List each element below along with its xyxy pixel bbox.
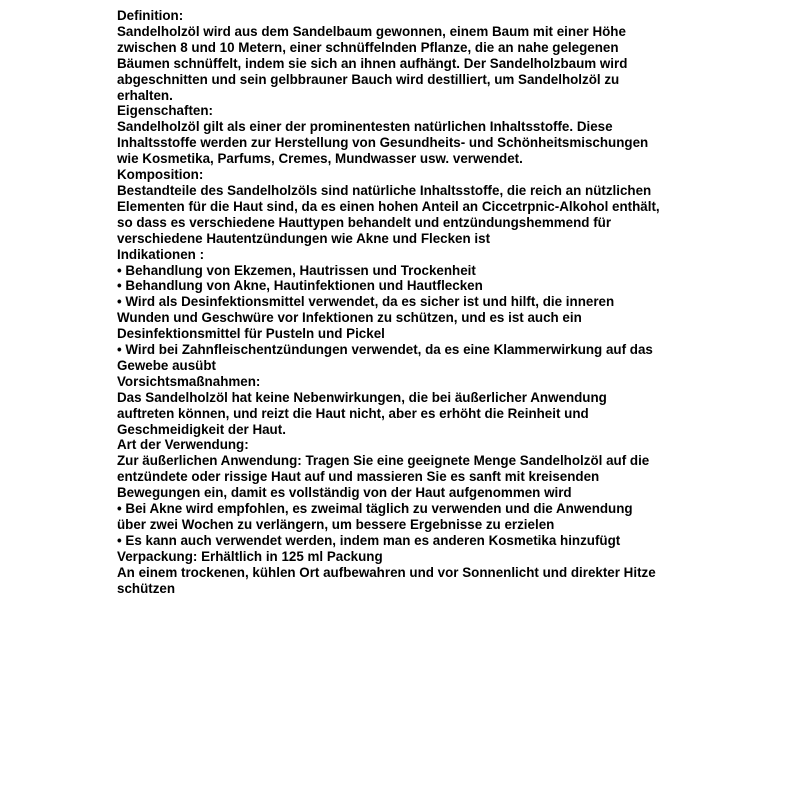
indication-item: • Wird bei Zahnfleischentzündungen verwendet, da es eine Klammerwirkung auf das Gewebe ausübt [117, 342, 653, 373]
packaging-text: Verpackung: Erhältlich in 125 ml Packung [117, 548, 383, 564]
usage-item: • Es kann auch verwendet werden, indem man es anderen Kosmetika hinzufügt [117, 532, 621, 548]
indications-heading: Indikationen : [117, 246, 205, 262]
composition-text: Bestandteile des Sandelholzöls sind natürliche Inhaltsstoffe, die reich an nützlichen Elementen für die Haut sind, da es einen hohen Anteil an Ciccetrpnic-Alkohol enthält, so dass es verschiedene Hauttypen behandelt und entzündungshemmend für verschiedene Hautentzündungen wie Akne und Flecken ist [117, 182, 660, 246]
precautions-text: Das Sandelholzöl hat keine Nebenwirkungen, die bei äußerlicher Anwendung auftreten können, und reizt die Haut nicht, aber es erhöht die Reinheit und Geschmeidigkeit der Haut. [117, 389, 607, 437]
indication-item: • Behandlung von Ekzemen, Hautrissen und Trockenheit [117, 262, 476, 278]
indication-item: • Behandlung von Akne, Hautinfektionen und Hautflecken [117, 278, 483, 294]
definition-text: Sandelholzöl wird aus dem Sandelbaum gewonnen, einem Baum mit einer Höhe zwischen 8 und 10 Metern, einer schnüffelnden Pflanze, die an nahe gelegenen Bäumen schnüffelt, indem sie sich an ihnen aufhängt. Der Sandelholzbaum wird abgeschnitten und sein gelbbrauner Bauch wird destilliert, um Sandelholzöl zu erhalten. [117, 23, 628, 103]
usage-text: Zur äußerlichen Anwendung: Tragen Sie eine geeignete Menge Sandelholzöl auf die entzündete oder rissige Haut auf und massieren Sie es sanft mit kreisenden Bewegungen ein, damit es vollständig von der Haut aufgenommen wird [117, 453, 650, 501]
usage-heading: Art der Verwendung: [117, 437, 249, 453]
composition-heading: Komposition: [117, 167, 204, 183]
properties-text: Sandelholzöl gilt als einer der prominentesten natürlichen Inhaltsstoffe. Diese Inhaltsstoffe werden zur Herstellung von Gesundheits- und Schönheitsmischungen wie Kosmetika, Parfums, Cremes, Mundwasser usw. verwendet. [117, 119, 649, 167]
product-description-document [117, 8, 665, 597]
properties-heading: Eigenschaften: [117, 103, 213, 119]
indication-item: • Wird als Desinfektionsmittel verwendet, da es sicher ist und hilft, die inneren Wunden und Geschwüre vor Infektionen zu schützen, und es ist auch ein Desinfektionsmittel für Pusteln und Pickel [117, 294, 615, 342]
definition-heading: Definition: [117, 8, 184, 23]
usage-item: • Bei Akne wird empfohlen, es zweimal täglich zu verwenden und die Anwendung über zwei Wochen zu verlängern, um bessere Ergebnisse zu erzielen [117, 501, 633, 532]
storage-text: An einem trockenen, kühlen Ort aufbewahren und vor Sonnenlicht und direkter Hitze schützen [117, 564, 656, 596]
precautions-heading: Vorsichtsmaßnahmen: [117, 373, 261, 389]
